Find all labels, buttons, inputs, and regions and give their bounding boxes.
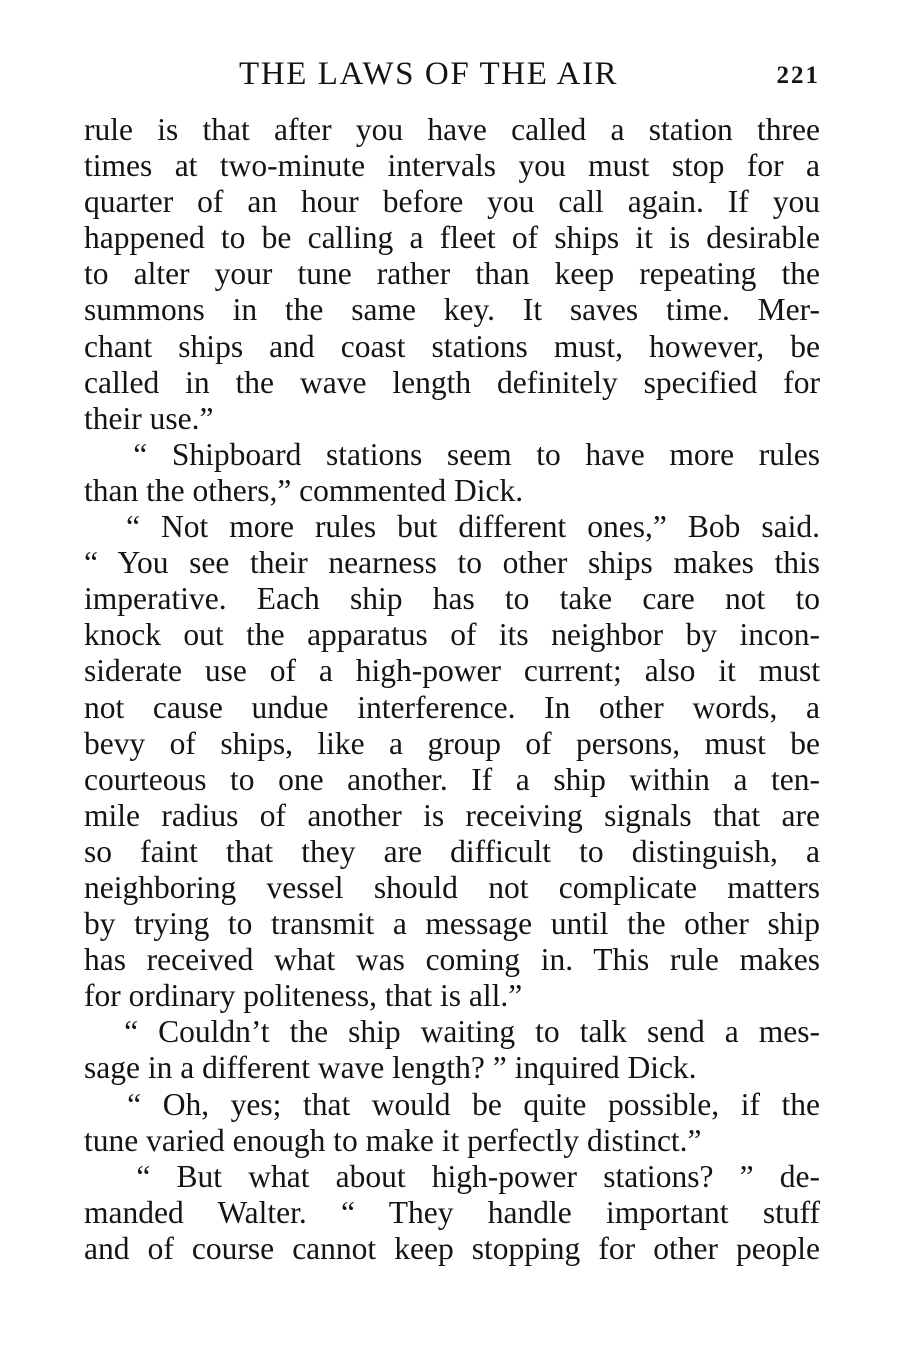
text-line: and of course cannot keep stopping for other people	[84, 1230, 820, 1266]
page-number: 221	[776, 62, 820, 89]
text-line: knock out the apparatus of its neighbor by incon-	[84, 617, 820, 653]
text-line: siderate use of a high-power current; also it must	[84, 653, 820, 689]
text-line: not cause undue interference. In other words, a	[84, 689, 820, 725]
text-line: times at two-minute intervals you must stop for a	[84, 148, 820, 184]
text-line: quarter of an hour before you call again. If you	[84, 184, 820, 220]
text-line: happened to be calling a fleet of ships it is desirable	[84, 220, 820, 256]
running-head	[84, 54, 820, 94]
text-line: neighboring vessel should not complicate matters	[84, 869, 820, 905]
text-line: “ Oh, yes; that would be quite possible, if the	[84, 1086, 820, 1122]
text-line: summons in the same key. It saves time. Mer-	[84, 292, 820, 328]
text-line: “ Shipboard stations seem to have more rules	[84, 436, 820, 472]
text-line: so faint that they are difficult to distinguish, a	[84, 833, 820, 869]
text-line: by trying to transmit a message until the other ship	[84, 906, 820, 942]
running-title: THE LAWS OF THE AIR	[239, 56, 619, 92]
text-line: imperative. Each ship has to take care not to	[84, 581, 820, 617]
text-line: courteous to one another. If a ship within a ten-	[84, 761, 820, 797]
text-line: than the others,” commented Dick.	[84, 472, 524, 508]
text-line: tune varied enough to make it perfectly distinct.”	[84, 1122, 702, 1158]
text-line: “ Couldn’t the ship waiting to talk send a mes-	[84, 1014, 820, 1050]
text-line: for ordinary politeness, that is all.”	[84, 978, 523, 1014]
text-line: “ You see their nearness to other ships makes this	[84, 545, 820, 581]
text-line: called in the wave length definitely specified for	[84, 364, 820, 400]
text-line: sage in a different wave length? ” inquired Dick.	[84, 1050, 697, 1086]
text-line: mile radius of another is receiving signals that are	[84, 797, 820, 833]
text-line: manded Walter. “ They handle important stuff	[84, 1194, 820, 1230]
text-line: their use.”	[84, 400, 214, 436]
text-line: “ Not more rules but different ones,” Bob said.	[84, 509, 820, 545]
text-line: has received what was coming in. This rule makes	[84, 942, 820, 978]
text-line: chant ships and coast stations must, however, be	[84, 328, 820, 364]
text-line: rule is that after you have called a station three	[84, 112, 820, 147]
text-line: “ But what about high-power stations? ” de-	[84, 1158, 820, 1194]
text-line: to alter your tune rather than keep repeating the	[84, 256, 820, 292]
body-text	[84, 112, 820, 1267]
text-line: bevy of ships, like a group of persons, must be	[84, 725, 820, 761]
